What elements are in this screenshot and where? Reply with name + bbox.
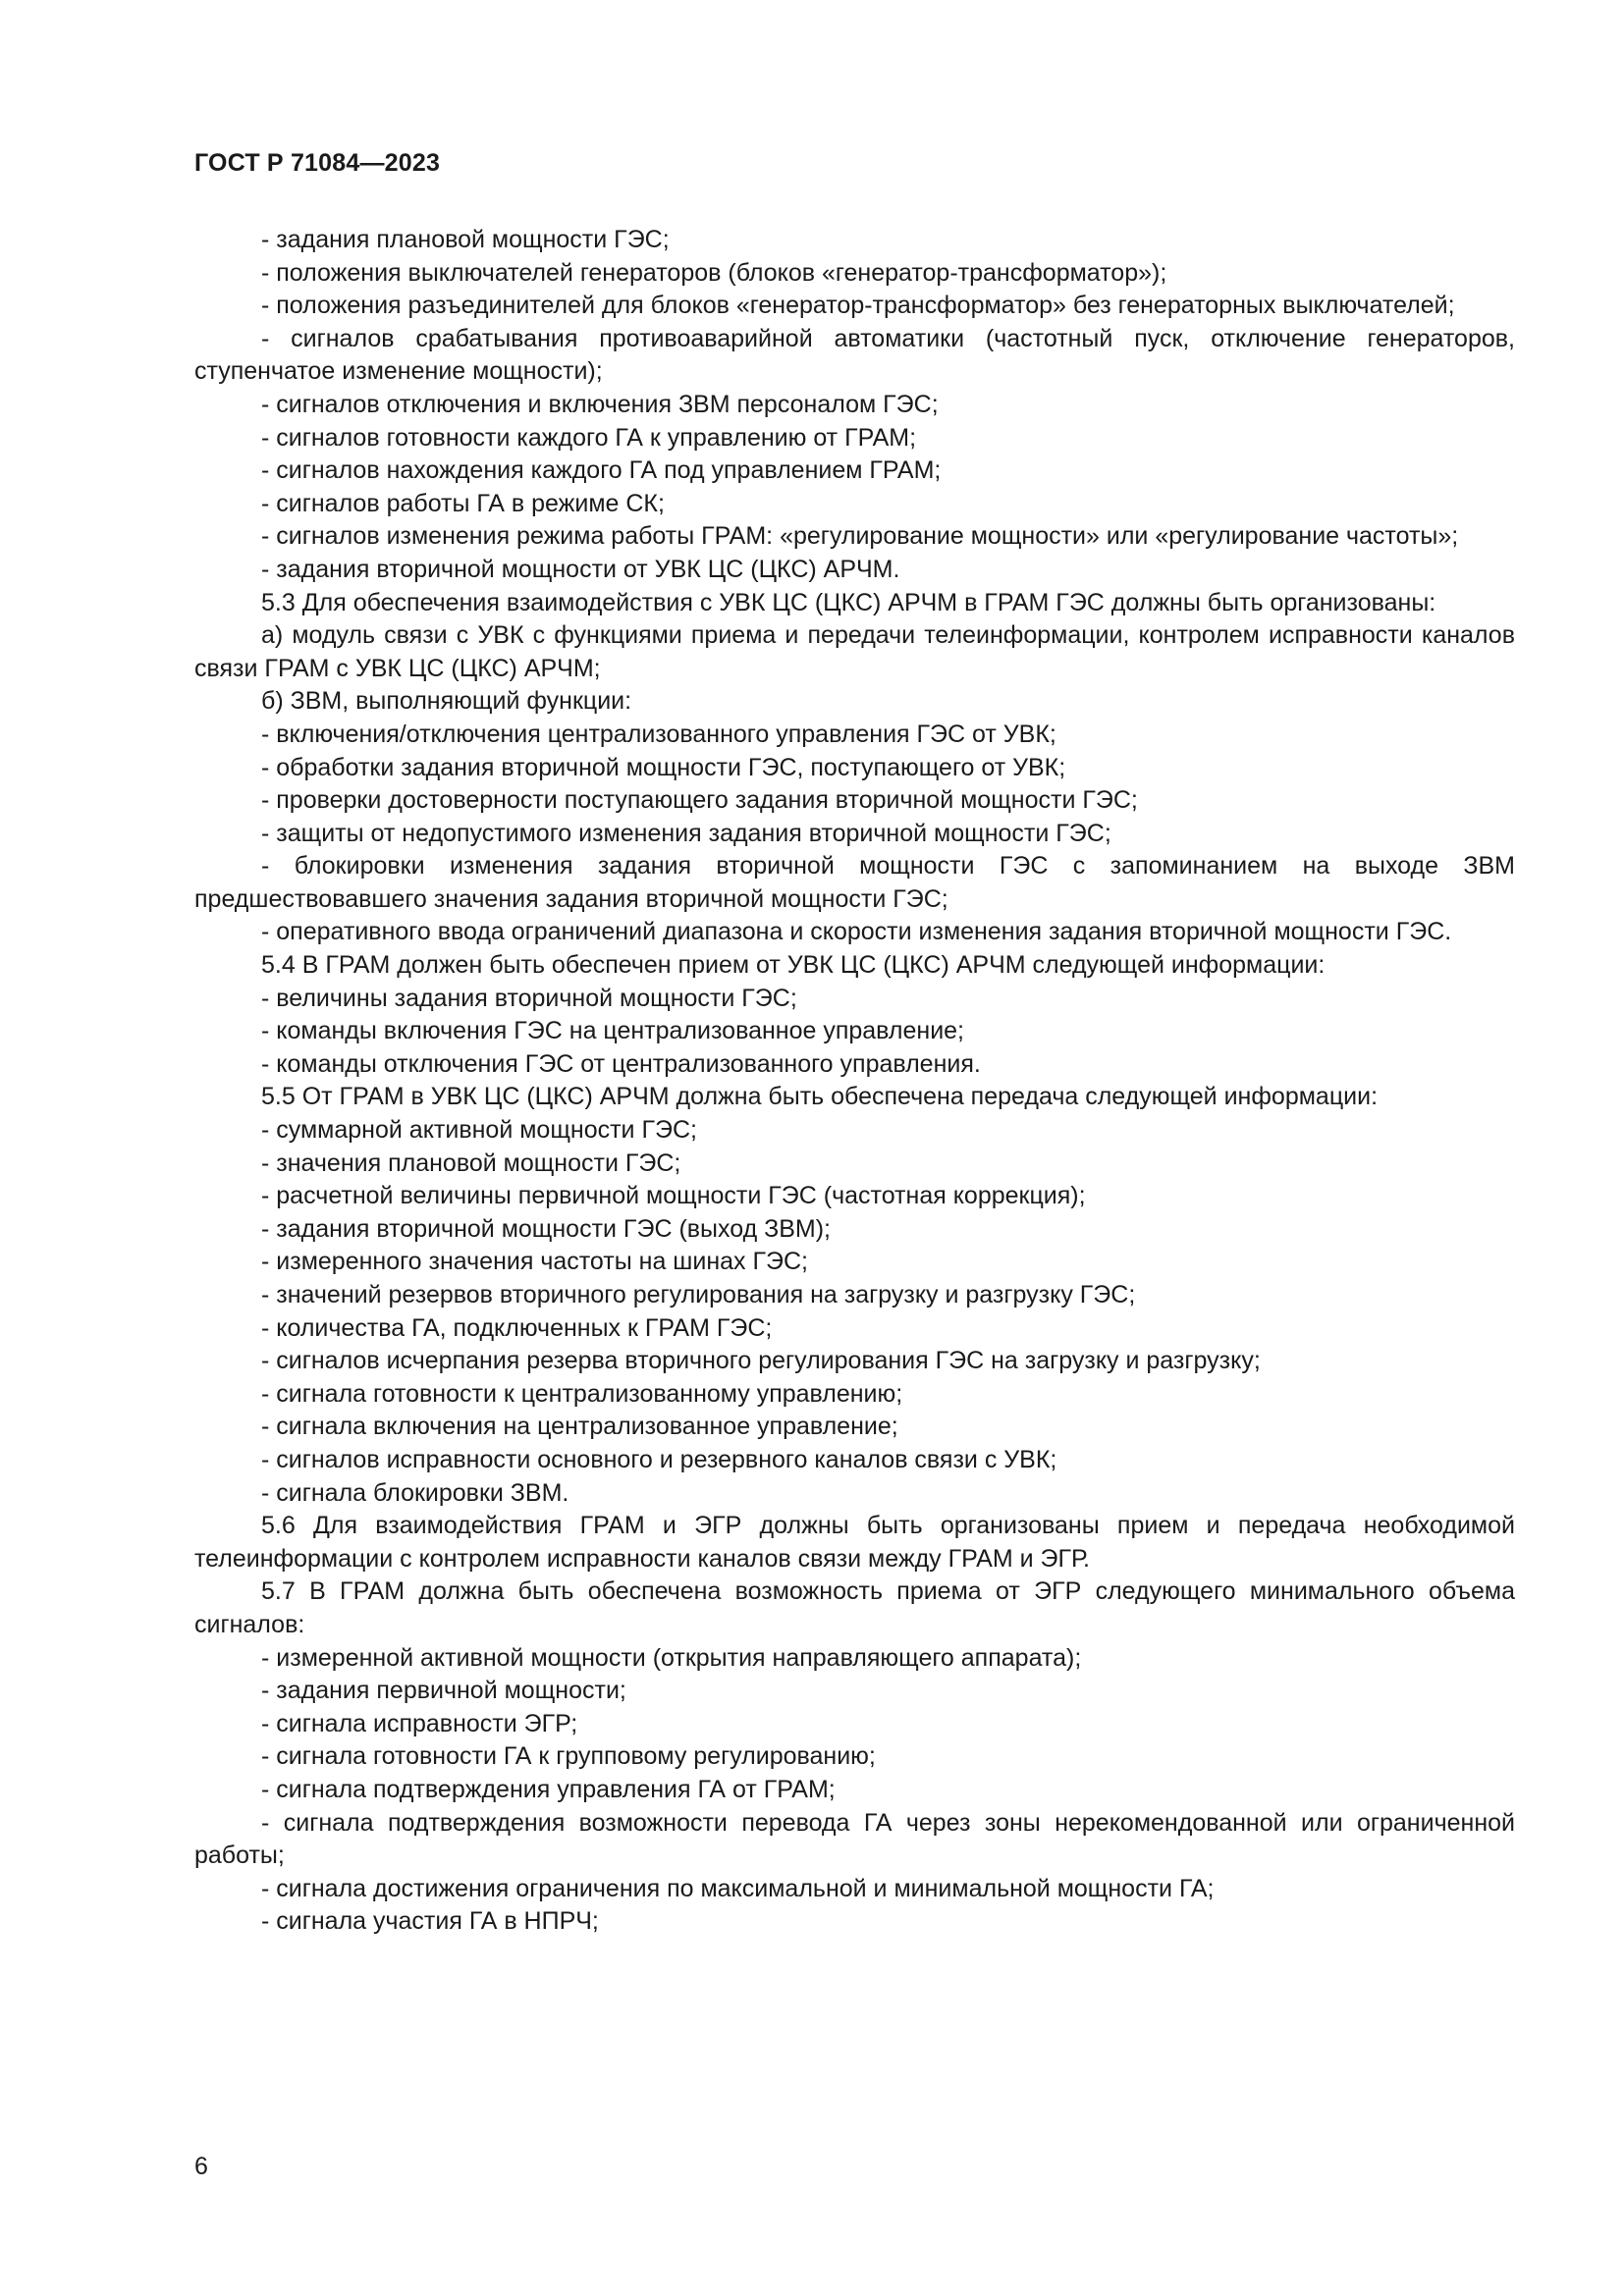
paragraph: - сигналов исчерпания резерва вторичного регулирования ГЭС на загрузку и разгрузку;: [261, 1347, 1261, 1375]
section-5-3: 5.3 Для обеспечения взаимодействия с УВК ЦС (ЦКС) АРЧМ в ГРАМ ГЭС должны быть организованы:: [261, 588, 1436, 616]
paragraph: - включения/отключения централизованного управления ГЭС от УВК;: [261, 720, 1056, 748]
paragraph: - задания вторичной мощности от УВК ЦС (ЦКС) АРЧМ.: [261, 555, 900, 583]
section-5-5: 5.5 От ГРАМ в УВК ЦС (ЦКС) АРЧМ должна быть обеспечена передача следующей информации:: [261, 1083, 1379, 1111]
paragraph: - сигналов готовности каждого ГА к управлению от ГРАМ;: [261, 423, 917, 452]
paragraph: а) модуль связи с УВК с функциями приема и передачи телеинформации, контролем исправности каналов связи ГРАМ с УВК ЦС (ЦКС) АРЧМ;: [194, 621, 1515, 682]
paragraph: - команды включения ГЭС на централизованное управление;: [261, 1017, 965, 1045]
paragraph: - сигналов отключения и включения ЗВМ персоналом ГЭС;: [261, 390, 939, 418]
section-5-4: 5.4 В ГРАМ должен быть обеспечен прием от УВК ЦС (ЦКС) АРЧМ следующей информации:: [261, 951, 1326, 980]
paragraph: - сигнала готовности к централизованному управлению;: [261, 1379, 903, 1408]
paragraph: - сигнала готовности ГА к групповому регулированию;: [261, 1742, 876, 1771]
paragraph: - сигнала достижения ограничения по максимальной и минимальной мощности ГА;: [261, 1874, 1215, 1902]
paragraph: - сигнала подтверждения возможности перевода ГА через зоны нерекомендованной или ограниченной работы;: [194, 1808, 1515, 1870]
paragraph: - обработки задания вторичной мощности ГЭС, поступающего от УВК;: [261, 753, 1066, 781]
paragraph: - сигналов нахождения каждого ГА под управлением ГРАМ;: [261, 456, 942, 485]
paragraph: - сигнала включения на централизованное управление;: [261, 1413, 898, 1441]
paragraph: - сигналов изменения режима работы ГРАМ: «регулирование мощности» или «регулирование частоты»;: [261, 522, 1459, 551]
paragraph: - измеренного значения частоты на шинах ГЭС;: [261, 1248, 808, 1276]
paragraph: - значений резервов вторичного регулирования на загрузку и разгрузку ГЭС;: [261, 1281, 1136, 1308]
paragraph: - положения разъединителей для блоков «генератор-трансформатор» без генераторных выключателей;: [261, 292, 1455, 320]
paragraph: - команды отключения ГЭС от централизованного управления.: [261, 1049, 981, 1078]
paragraph: - сигналов исправности основного и резервного каналов связи с УВК;: [261, 1445, 1057, 1473]
paragraph: - сигнала участия ГА в НПРЧ;: [261, 1907, 599, 1936]
paragraph: - положения выключателей генераторов (блоков «генератор-трансформатор»);: [261, 258, 1167, 287]
paragraph: - значения плановой мощности ГЭС;: [261, 1148, 681, 1177]
paragraph: - оперативного ввода ограничений диапазона и скорости изменения задания вторичной мощности ГЭС.: [261, 918, 1452, 946]
section-5-6: 5.6 Для взаимодействия ГРАМ и ЭГР должны быть организованы прием и передача необходимой телеинформации с контролем исправности каналов связи между ГРАМ и ЭГР.: [194, 1512, 1515, 1573]
paragraph: - сигнала исправности ЭГР;: [261, 1709, 578, 1737]
paragraph: - сигналов работы ГА в режиме СК;: [261, 489, 665, 517]
paragraph: б) ЗВМ, выполняющий функции:: [261, 687, 632, 716]
paragraph: - задания вторичной мощности ГЭС (выход ЗВМ);: [261, 1214, 831, 1243]
page-number: 6: [194, 2153, 208, 2180]
paragraph: - сигнала подтверждения управления ГА от ГРАМ;: [261, 1775, 836, 1803]
paragraph: - защиты от недопустимого изменения задания вторичной мощности ГЭС;: [261, 819, 1111, 847]
paragraph: - сигнала блокировки ЗВМ.: [261, 1478, 569, 1507]
paragraph: - расчетной величины первичной мощности ГЭС (частотная коррекция);: [261, 1182, 1086, 1210]
paragraph: - сигналов срабатывания противоаварийной автоматики (частотный пуск, отключение генераторов, ступенчатое изменение мощности);: [194, 324, 1515, 386]
paragraph: - блокировки изменения задания вторичной мощности ГЭС с запоминанием на выходе ЗВМ предшествовавшего значения задания вторичной мощности ГЭС;: [194, 852, 1515, 913]
paragraph: - измеренной активной мощности (открытия направляющего аппарата);: [261, 1643, 1082, 1672]
paragraph: - суммарной активной мощности ГЭС;: [261, 1116, 697, 1145]
paragraph: - проверки достоверности поступающего задания вторичной мощности ГЭС;: [261, 786, 1138, 815]
paragraph: - задания плановой мощности ГЭС;: [261, 226, 670, 253]
document-header: ГОСТ Р 71084—2023: [194, 149, 441, 177]
section-5-7: 5.7 В ГРАМ должна быть обеспечена возможность приема от ЭГР следующего минимального объема сигналов:: [194, 1577, 1515, 1638]
paragraph: - величины задания вторичной мощности ГЭС;: [261, 984, 797, 1012]
body-text: [194, 224, 1515, 1939]
paragraph: - задания первичной мощности;: [261, 1677, 626, 1705]
paragraph: - количества ГА, подключенных к ГРАМ ГЭС;: [261, 1313, 773, 1342]
